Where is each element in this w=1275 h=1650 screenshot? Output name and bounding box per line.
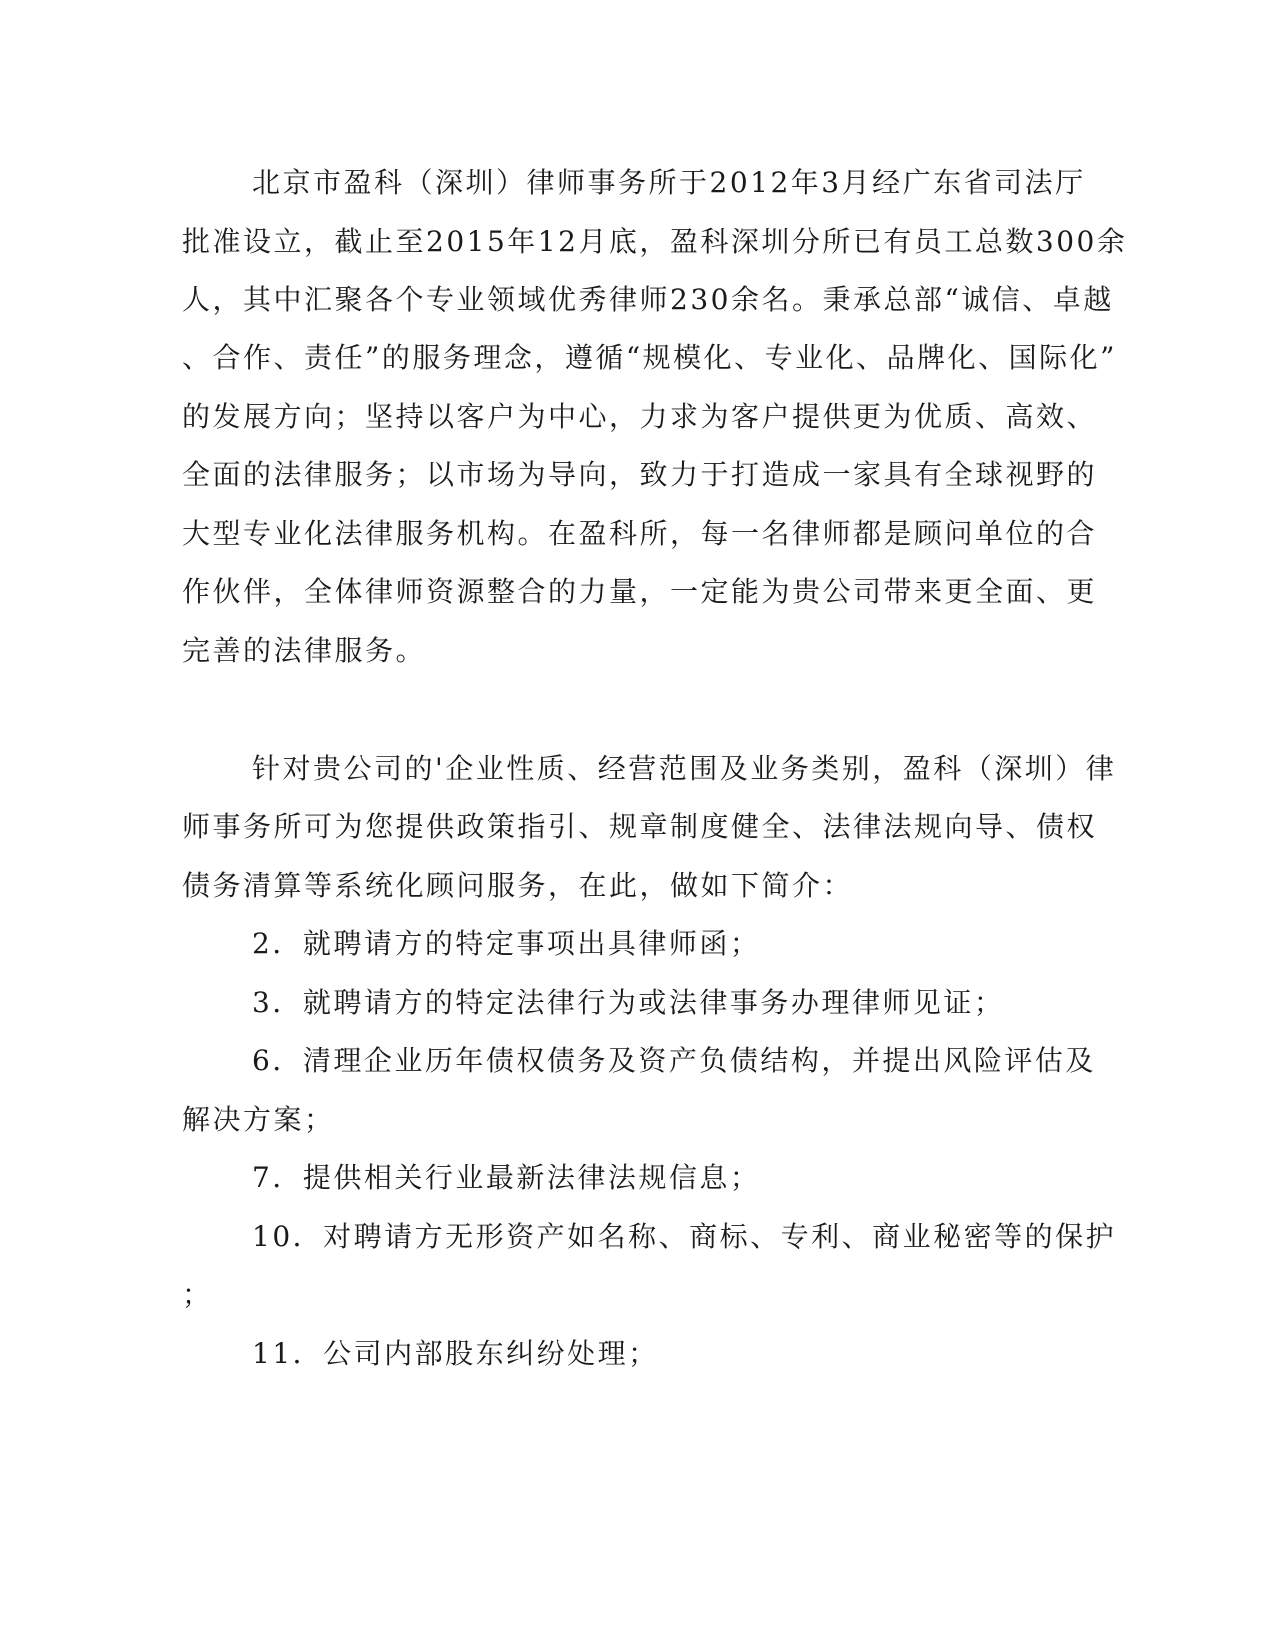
paragraph1-line9: 完善的法律服务。 <box>182 634 427 667</box>
list-item-11: 11．公司内部股东纠纷处理； <box>252 1337 659 1370</box>
paragraph1-line6: 全面的法律服务；以市场为导向，致力于打造成一家具有全球视野的 <box>182 458 1098 491</box>
list-item-10-line2: ； <box>182 1278 213 1311</box>
paragraph2-line2: 师事务所可为您提供政策指引、规章制度健全、法律法规向导、债权 <box>182 810 1098 843</box>
list-item-3: 3．就聘请方的特定法律行为或法律事务办理律师见证； <box>252 986 1005 1019</box>
paragraph1-line7: 大型专业化法律服务机构。在盈科所，每一名律师都是顾问单位的合 <box>182 517 1098 550</box>
list-item-6-line1: 6．清理企业历年债权债务及资产负债结构，并提出风险评估及 <box>252 1044 1096 1077</box>
paragraph1-line8: 作伙伴，全体律师资源整合的力量，一定能为贵公司带来更全面、更 <box>182 575 1098 608</box>
list-item-6-line2: 解决方案； <box>182 1103 335 1136</box>
paragraph2-line3: 债务清算等系统化顾问服务，在此，做如下简介： <box>182 869 854 902</box>
paragraph2-line1: 针对贵公司的'企业性质、经营范围及业务类别，盈科（深圳）律 <box>252 752 1117 785</box>
list-item-2: 2．就聘请方的特定事项出具律师函； <box>252 927 761 960</box>
paragraph1-line4: 、合作、责任”的服务理念，遵循“规模化、专业化、品牌化、国际化” <box>182 341 1117 374</box>
paragraph1-line3: 人，其中汇聚各个专业领域优秀律师230余名。秉承总部“诚信、卓越 <box>182 283 1114 316</box>
list-item-10-line1: 10．对聘请方无形资产如名称、商标、专利、商业秘密等的保护 <box>252 1220 1117 1253</box>
list-item-7: 7．提供相关行业最新法律法规信息； <box>252 1161 761 1194</box>
paragraph1-line2: 批准设立，截止至2015年12月底，盈科深圳分所已有员工总数300余 <box>182 225 1128 258</box>
paragraph1-line5: 的发展方向；坚持以客户为中心，力求为客户提供更为优质、高效、 <box>182 400 1098 433</box>
paragraph1-line1: 北京市盈科（深圳）律师事务所于2012年3月经广东省司法厅 <box>252 166 1086 199</box>
